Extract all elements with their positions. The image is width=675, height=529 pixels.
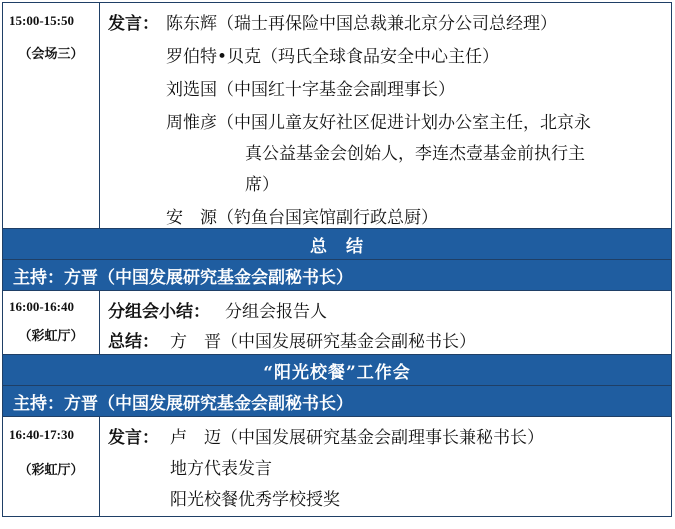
speaker-item: 刘选国（中国红十字基金会副理事长） bbox=[166, 80, 455, 100]
speaker-item: 安 源（钓鱼台国宾馆副行政总厨） bbox=[166, 208, 438, 228]
agenda-row-speeches-2 bbox=[3, 417, 671, 516]
venue: （会场三） bbox=[18, 46, 84, 61]
summary-cell bbox=[100, 291, 671, 354]
time-cell bbox=[3, 3, 100, 228]
speaker-item: 周惟彦（中国儿童友好社区促进计划办公室主任，北京永 bbox=[166, 113, 591, 133]
section-header-sunshine-meal: “阳光校餐”工作会 bbox=[3, 355, 671, 386]
speaker-item: 罗伯特•贝克（玛氏全球食品安全中心主任） bbox=[166, 47, 500, 67]
speaker-item: 陈东辉（瑞士再保险中国总裁兼北京分公司总经理） bbox=[166, 14, 557, 34]
agenda-item: 地方代表发言 bbox=[170, 459, 272, 479]
agenda-row-summary bbox=[3, 291, 671, 355]
speaker-item-continued: 真公益基金会创始人，李连杰壹基金前执行主 bbox=[245, 144, 585, 164]
summary-label: 总结： bbox=[108, 332, 159, 352]
agenda-table bbox=[2, 2, 672, 517]
speaker-cell bbox=[100, 3, 671, 228]
host-bar: 主持：方晋（中国发展研究基金会副秘书长） bbox=[3, 386, 671, 417]
speaker-item: 卢 迈（中国发展研究基金会副理事长兼秘书长） bbox=[170, 428, 544, 448]
time-range: 16:00-16:40 bbox=[9, 299, 74, 314]
host-bar: 主持：方晋（中国发展研究基金会副秘书长） bbox=[3, 260, 671, 291]
group-summary-text: 分组会报告人 bbox=[225, 302, 327, 322]
summary-text: 方 晋（中国发展研究基金会副秘书长） bbox=[170, 332, 476, 352]
time-range: 15:00-15:50 bbox=[9, 13, 74, 28]
section-header-summary: 总 结 bbox=[3, 229, 671, 260]
venue: （彩虹厅） bbox=[18, 462, 84, 477]
speaker-cell bbox=[100, 417, 671, 516]
time-range: 16:40-17:30 bbox=[9, 427, 74, 442]
speech-label: 发言： bbox=[108, 428, 159, 448]
speech-label: 发言： bbox=[108, 14, 159, 34]
speaker-item-continued: 席） bbox=[245, 175, 279, 195]
agenda-row-speeches-1 bbox=[3, 3, 671, 229]
group-summary-label: 分组会小结： bbox=[108, 302, 210, 322]
agenda-item: 阳光校餐优秀学校授奖 bbox=[170, 490, 340, 510]
time-cell bbox=[3, 291, 100, 354]
venue: （彩虹厅） bbox=[18, 328, 84, 343]
time-cell bbox=[3, 417, 100, 516]
